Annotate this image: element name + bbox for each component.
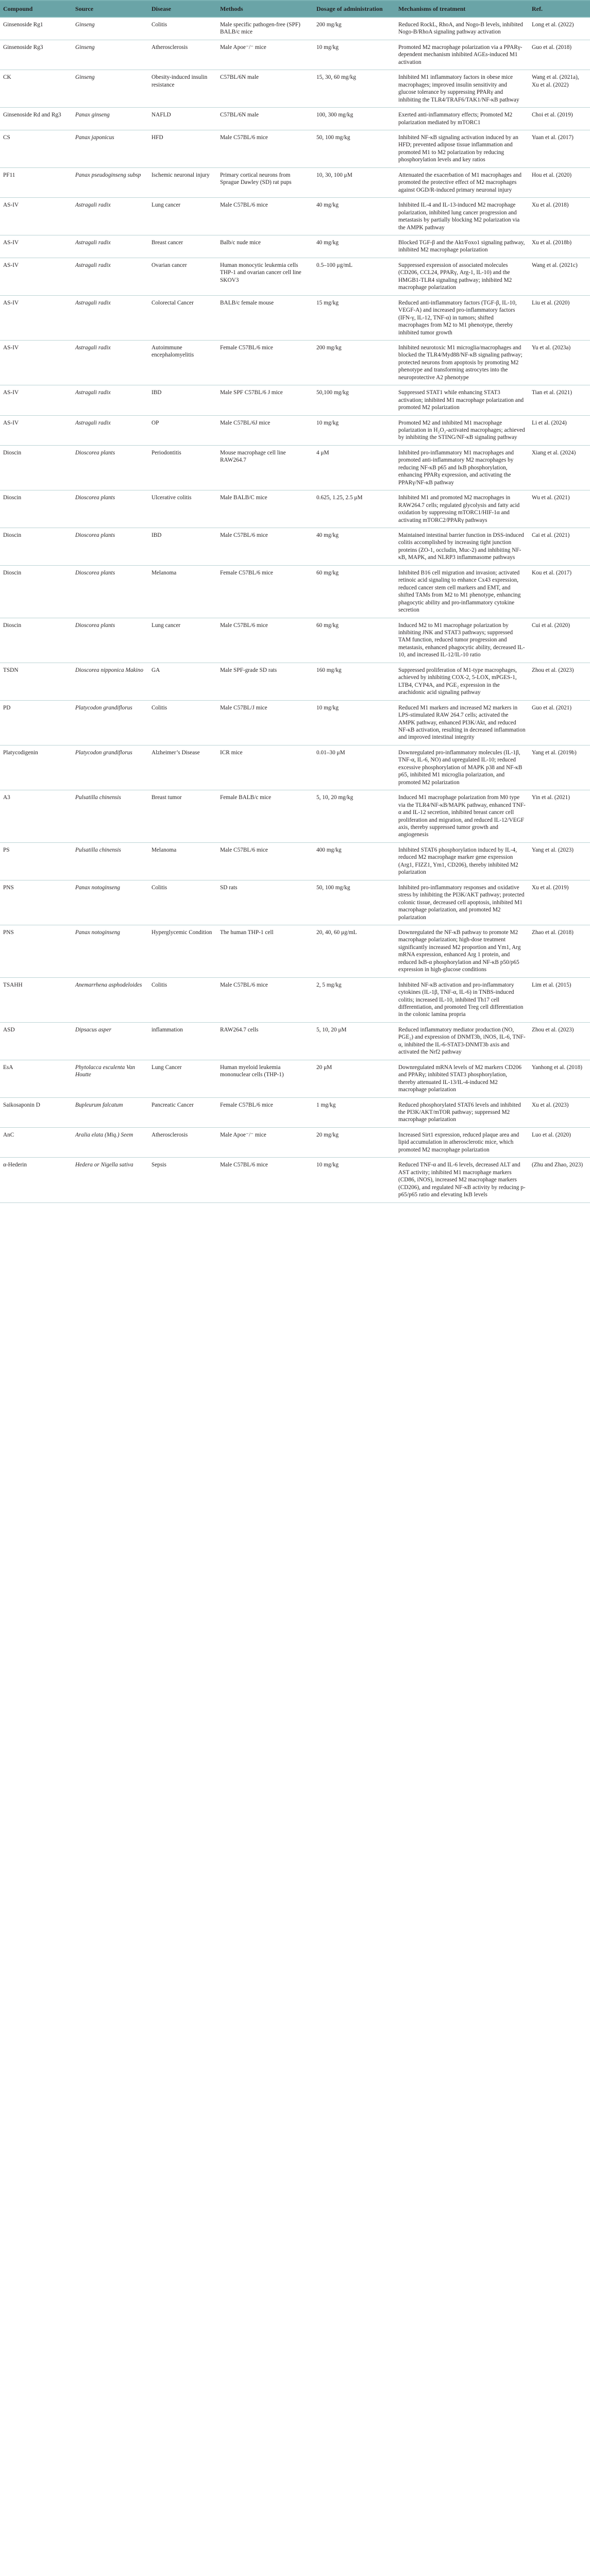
cell-methods: Balb/c nude mice xyxy=(217,235,313,258)
cell-disease: Atherosclerosis xyxy=(148,1127,217,1157)
cell-compound: AS-IV xyxy=(0,295,72,340)
cell-mechanism: Reduced anti-inflammatory factors (TGF-β, IL-10, VEGF-A) and increased pro-inflammatory factors (IFN-γ, IL-12, TNF-α) in tumors; shifted macrophages from M2 to M1 phenotype, thereby inhibited tumor growth xyxy=(395,295,529,340)
cell-methods: Male C57BL/6 mice xyxy=(217,842,313,880)
cell-dosage: 0.625, 1.25, 2.5 μM xyxy=(313,490,395,528)
cell-disease: Lung cancer xyxy=(148,198,217,235)
cell-mechanism: Downregulated mRNA levels of M2 markers CD206 and PPARγ; inhibited STAT3 phosphorylation, thereby attenuated IL-13/IL-4-induced M2 macrophage polarization xyxy=(395,1060,529,1097)
cell-compound: PS xyxy=(0,842,72,880)
cell-source: Dioscorea nipponica Makino xyxy=(72,663,148,700)
table-row xyxy=(0,1097,590,1127)
cell-source: Panax pseudoginseng subsp xyxy=(72,167,148,197)
table-row xyxy=(0,1127,590,1157)
cell-ref: Xu et al. (2018) xyxy=(529,198,590,235)
cell-mechanism: Inhibited M1 and promoted M2 macrophages in RAW264.7 cells; regulated glycolysis and fatty acid oxidation by suppressing mTORC1/HIF-1α and activating mTORC2/PPARγ pathways xyxy=(395,490,529,528)
cell-ref: Choi et al. (2019) xyxy=(529,108,590,130)
cell-disease: Ovarian cancer xyxy=(148,258,217,295)
cell-disease: Colitis xyxy=(148,977,217,1022)
cell-mechanism: Inhibited B16 cell migration and invasion; activated retinoic acid signaling to enhance Cx43 expression, reduced cancer stem cell markers and EMT, and shifted TAMs from M2 to M1 phenotype, enhancing phagocytic ability and pro-inflammatory cytokine secretion xyxy=(395,565,529,618)
cell-mechanism: Exerted anti-inflammatory effects; Promoted M2 polarization mediated by mTORC1 xyxy=(395,108,529,130)
table-row xyxy=(0,618,590,663)
cell-dosage: 0.5–100 μg/mL xyxy=(313,258,395,295)
cell-dosage: 40 mg/kg xyxy=(313,528,395,566)
cell-dosage: 10 mg/kg xyxy=(313,1158,395,1202)
cell-dosage: 40 mg/kg xyxy=(313,235,395,258)
cell-methods: Male C57BL/6 mice xyxy=(217,198,313,235)
cell-ref: Xiang et al. (2024) xyxy=(529,445,590,490)
cell-disease: Sepsis xyxy=(148,1158,217,1202)
cell-ref: Guo et al. (2021) xyxy=(529,700,590,745)
table-row xyxy=(0,880,590,925)
cell-disease: Ulcerative colitis xyxy=(148,490,217,528)
cell-dosage: 40 mg/kg xyxy=(313,198,395,235)
cell-dosage: 10 mg/kg xyxy=(313,700,395,745)
header-row xyxy=(0,1,590,17)
cell-methods: Male SPF-grade SD rats xyxy=(217,663,313,700)
table-row xyxy=(0,977,590,1022)
cell-methods: Male SPF C57BL/6 J mice xyxy=(217,385,313,415)
cell-dosage: 60 mg/kg xyxy=(313,618,395,663)
cell-compound: Ginsenoside Rg1 xyxy=(0,17,72,40)
table-row xyxy=(0,700,590,745)
cell-dosage: 2, 5 mg/kg xyxy=(313,977,395,1022)
cell-mechanism: Inhibited NF-κB activation and pro-inflammatory cytokines (IL-1β, TNF-α, IL-6) in TNBS-induced colitis; increased IL-10, inhibited Th17 cell differentiation, and promoted Treg cell differentiation in the colonic lamina propria xyxy=(395,977,529,1022)
cell-mechanism: Downregulated pro-inflammatory molecules (IL-1β, TNF-α, IL-6, NO) and upregulated IL-10; reduced excessive phosphorylation of MAPK p38 and NF-κB p65, inhibited M1 microglia polarization, and promoted M2 polarization xyxy=(395,745,529,790)
table-row xyxy=(0,528,590,566)
cell-ref: Xu et al. (2023) xyxy=(529,1097,590,1127)
cell-ref: Long et al. (2022) xyxy=(529,17,590,40)
table-row xyxy=(0,167,590,197)
cell-disease: Ischemic neuronal injury xyxy=(148,167,217,197)
cell-disease: Melanoma xyxy=(148,842,217,880)
cell-source: Hedera or Nigella sativa xyxy=(72,1158,148,1202)
table-row xyxy=(0,1022,590,1060)
cell-source: Astragali radix xyxy=(72,198,148,235)
cell-dosage: 10, 30, 100 μM xyxy=(313,167,395,197)
cell-dosage: 20 mg/kg xyxy=(313,1127,395,1157)
cell-mechanism: Downregulated the NF-κB pathway to promote M2 macrophage polarization; high-dose treatment significantly increased M2 proportion and Ym1, Arg mRNA expression, enhanced Arg 1 protein, and reduced IκB-α phosphorylation and NF-κB p50/p65 expression in high-glucose conditions xyxy=(395,925,529,977)
table-row xyxy=(0,295,590,340)
cell-mechanism: Promoted M2 macrophage polarization via a PPARγ-dependent mechanism inhibited AGEs-induced M1 activation xyxy=(395,40,529,70)
col-header-source: Source xyxy=(72,1,148,17)
cell-ref: Zhou et al. (2023) xyxy=(529,663,590,700)
cell-dosage: 10 mg/kg xyxy=(313,40,395,70)
cell-ref: Cai et al. (2021) xyxy=(529,528,590,566)
cell-disease: Breast tumor xyxy=(148,790,217,843)
cell-source: Bupleurum falcatum xyxy=(72,1097,148,1127)
cell-source: Phytolacca esculenta Van Houtte xyxy=(72,1060,148,1097)
cell-dosage: 50,100 mg/kg xyxy=(313,385,395,415)
cell-mechanism: Reduced TNF-α and IL-6 levels, decreased ALT and AST activity; inhibited M1 macrophage markers (CD86, iNOS), increased M2 macrophage markers (CD206), and regulated NF-κB activity by reducing p-p65/p65 ratio and elevating IκB levels xyxy=(395,1158,529,1202)
cell-mechanism: Inhibited pro-inflammatory M1 macrophages and promoted anti-inflammatory M2 macrophages by reducing NF-κB p65 and IκB phosphorylation, enhancing PPARγ expression, and activating the PPARγ/NF-κB pathway xyxy=(395,445,529,490)
cell-ref: Wu et al. (2021) xyxy=(529,490,590,528)
cell-ref: Guo et al. (2018) xyxy=(529,40,590,70)
table-row xyxy=(0,842,590,880)
cell-mechanism: Suppressed expression of associated molecules (CD206, CCL24, PPARγ, Arg-1, IL-10) and the HMGB1-TLR4 signaling pathway; inhibited M2 macrophage polarization xyxy=(395,258,529,295)
cell-mechanism: Inhibited M1 inflammatory factors in obese mice macrophages; improved insulin sensitivity and glucose tolerance by suppressing PPARγ and inhibiting the TLR4/TRAF6/TAK1/NF-κB pathway xyxy=(395,70,529,108)
cell-methods: BALB/c female mouse xyxy=(217,295,313,340)
cell-ref: (Zhu and Zhao, 2023) xyxy=(529,1158,590,1202)
col-header-disease: Disease xyxy=(148,1,217,17)
col-header-ref: Ref. xyxy=(529,1,590,17)
cell-mechanism: Induced M1 macrophage polarization from M0 type via the TLR4/NF-κB/MAPK pathway, enhanced TNF-α and IL-12 secretion, inhibited breast cancer cell proliferation and migration, and reduced IL-12/VEGF axis, thereby suppressed tumor growth and angiogenesis xyxy=(395,790,529,843)
table-row xyxy=(0,663,590,700)
table-row xyxy=(0,17,590,40)
cell-source: Ginseng xyxy=(72,40,148,70)
cell-methods: Female C57BL/6 mice xyxy=(217,1097,313,1127)
cell-methods: Male specific pathogen-free (SPF) BALB/c mice xyxy=(217,17,313,40)
table-row xyxy=(0,925,590,977)
cell-ref: Wang et al. (2021c) xyxy=(529,258,590,295)
cell-methods: Human monocytic leukemia cells THP-1 and ovarian cancer cell line SKOV3 xyxy=(217,258,313,295)
cell-mechanism: Inhibited STAT6 phosphorylation induced by IL-4, reduced M2 macrophage marker gene expression (Arg1, FIZZ1, Ym1, CD206), thereby inhibited M2 polarization xyxy=(395,842,529,880)
cell-compound: α-Hederin xyxy=(0,1158,72,1202)
cell-source: Pulsatilla chinensis xyxy=(72,790,148,843)
cell-ref: Zhou et al. (2023) xyxy=(529,1022,590,1060)
cell-source: Ginseng xyxy=(72,70,148,108)
cell-dosage: 400 mg/kg xyxy=(313,842,395,880)
cell-mechanism: Reduced M1 markers and increased M2 markers in LPS-stimulated RAW 264.7 cells; activated the AMPK pathway, enhanced PI3K/Akt, and reduced NF-κB activation, resulting in decreased inflammation and improved intestinal integrity xyxy=(395,700,529,745)
cell-dosage: 5, 10, 20 mg/kg xyxy=(313,790,395,843)
table-row xyxy=(0,790,590,843)
cell-compound: AS-IV xyxy=(0,258,72,295)
cell-dosage: 10 mg/kg xyxy=(313,415,395,445)
table-row xyxy=(0,198,590,235)
table-row xyxy=(0,385,590,415)
cell-compound: Ginsenoside Rg3 xyxy=(0,40,72,70)
cell-source: Pulsatilla chinensis xyxy=(72,842,148,880)
table-row xyxy=(0,130,590,167)
cell-disease: Obesity-induced insulin resistance xyxy=(148,70,217,108)
cell-source: Panax notoginseng xyxy=(72,925,148,977)
cell-dosage: 160 mg/kg xyxy=(313,663,395,700)
cell-disease: Alzheimer’s Disease xyxy=(148,745,217,790)
cell-disease: Autoimmune encephalomyelitis xyxy=(148,340,217,385)
table-header xyxy=(0,1,590,17)
cell-methods: Male C57BL/6 mice xyxy=(217,528,313,566)
cell-compound: AnC xyxy=(0,1127,72,1157)
cell-compound: CS xyxy=(0,130,72,167)
cell-methods: Male C57BL/J mice xyxy=(217,700,313,745)
cell-ref: Li et al. (2024) xyxy=(529,415,590,445)
cell-compound: AS-IV xyxy=(0,340,72,385)
cell-source: Dioscorea plants xyxy=(72,565,148,618)
table-row xyxy=(0,40,590,70)
cell-methods: Mouse macrophage cell line RAW264.7 xyxy=(217,445,313,490)
cell-compound: Dioscin xyxy=(0,565,72,618)
cell-compound: A3 xyxy=(0,790,72,843)
cell-dosage: 200 mg/kg xyxy=(313,340,395,385)
cell-ref: Yanhong et al. (2018) xyxy=(529,1060,590,1097)
cell-source: Dioscorea plants xyxy=(72,445,148,490)
cell-mechanism: Promoted M2 and inhibited M1 macrophage polarization in H₂O₂-activated macrophages; achieved by inhibiting the STING/NF-κB signaling pathway xyxy=(395,415,529,445)
table-row xyxy=(0,565,590,618)
cell-dosage: 5, 10, 20 μM xyxy=(313,1022,395,1060)
col-header-compound: Compound xyxy=(0,1,72,17)
cell-disease: Colitis xyxy=(148,17,217,40)
col-header-mechanism: Mechanisms of treatment xyxy=(395,1,529,17)
cell-mechanism: Reduced phosphorylated STAT6 levels and inhibited the PI3K/AKT/mTOR pathway; suppressed M2 macrophage polarization xyxy=(395,1097,529,1127)
cell-disease: Colitis xyxy=(148,880,217,925)
cell-ref: Liu et al. (2020) xyxy=(529,295,590,340)
cell-source: Astragali radix xyxy=(72,385,148,415)
cell-methods: Male C57BL/6 mice xyxy=(217,130,313,167)
cell-source: Platycodon grandiflorus xyxy=(72,700,148,745)
cell-compound: Dioscin xyxy=(0,445,72,490)
cell-mechanism: Blocked TGF-β and the Akt/Foxo1 signaling pathway, inhibited M2 macrophage polarization xyxy=(395,235,529,258)
cell-methods: SD rats xyxy=(217,880,313,925)
cell-source: Astragali radix xyxy=(72,235,148,258)
cell-ref: Lim et al. (2015) xyxy=(529,977,590,1022)
cell-disease: Colitis xyxy=(148,700,217,745)
cell-disease: Lung cancer xyxy=(148,618,217,663)
cell-dosage: 4 μM xyxy=(313,445,395,490)
cell-mechanism: Inhibited neurotoxic M1 microglia/macrophages and blocked the TLR4/Myd88/NF-κB signaling pathway; protected neurons from apoptosis by promoting M2 phenotype and transforming astrocytes into the neuroprotective A2 phenotype xyxy=(395,340,529,385)
cell-disease: Melanoma xyxy=(148,565,217,618)
cell-disease: Lung Cancer xyxy=(148,1060,217,1097)
cell-ref: Yang et al. (2023) xyxy=(529,842,590,880)
table-row xyxy=(0,445,590,490)
cell-disease: NAFLD xyxy=(148,108,217,130)
cell-source: Astragali radix xyxy=(72,295,148,340)
cell-methods: Male C57BL/6 mice xyxy=(217,1158,313,1202)
table-row xyxy=(0,415,590,445)
cell-ref: Yang et al. (2019b) xyxy=(529,745,590,790)
cell-compound: Platycodigenin xyxy=(0,745,72,790)
cell-ref: Cui et al. (2020) xyxy=(529,618,590,663)
cell-compound: Dioscin xyxy=(0,490,72,528)
cell-compound: PF11 xyxy=(0,167,72,197)
table-row xyxy=(0,1060,590,1097)
cell-mechanism: Inhibited NF-κB signaling activation induced by an HFD; prevented adipose tissue inflammation and promoted M1 to M2 polarization by reducing phosphorylation levels and key ratios xyxy=(395,130,529,167)
cell-ref: Hou et al. (2020) xyxy=(529,167,590,197)
cell-mechanism: Induced M2 to M1 macrophage polarization by inhibiting JNK and STAT3 pathways; suppressed TAM function, reduced tumor progression and metastasis, enhanced phagocytic ability, decreased IL-10, and increased IL-12/IL-10 ratio xyxy=(395,618,529,663)
cell-dosage: 50, 100 mg/kg xyxy=(313,130,395,167)
cell-compound: PD xyxy=(0,700,72,745)
cell-methods: ICR mice xyxy=(217,745,313,790)
cell-disease: Breast cancer xyxy=(148,235,217,258)
cell-compound: AS-IV xyxy=(0,235,72,258)
cell-compound: AS-IV xyxy=(0,415,72,445)
table-row xyxy=(0,70,590,108)
cell-methods: Male Apoe⁻/⁻ mice xyxy=(217,40,313,70)
cell-mechanism: Inhibited pro-inflammatory responses and oxidative stress by inhibiting the PI3K/AKT pathway; protected colonic tissue, decreased cell apoptosis, inhibited M1 macrophage polarization, and promoted M2 polarization xyxy=(395,880,529,925)
cell-methods: Human myeloid leukemia mononuclear cells (THP-1) xyxy=(217,1060,313,1097)
cell-ref: Tian et al. (2021) xyxy=(529,385,590,415)
cell-source: Astragali radix xyxy=(72,415,148,445)
cell-mechanism: Inhibited IL-4 and IL-13-induced M2 macrophage polarization, inhibited lung cancer progression and metastasis by partially blocking M2 polarization via the AMPK pathway xyxy=(395,198,529,235)
table-row xyxy=(0,340,590,385)
cell-methods: Male C57BL/6 mice xyxy=(217,618,313,663)
cell-disease: IBD xyxy=(148,528,217,566)
cell-ref: Yuan et al. (2017) xyxy=(529,130,590,167)
table-row xyxy=(0,258,590,295)
cell-compound: Ginsenoside Rd and Rg3 xyxy=(0,108,72,130)
cell-source: Dipsacus asper xyxy=(72,1022,148,1060)
cell-ref: Yin et al. (2021) xyxy=(529,790,590,843)
cell-methods: Male Apoe⁻/⁻ mice xyxy=(217,1127,313,1157)
cell-compound: EsA xyxy=(0,1060,72,1097)
table-row xyxy=(0,1158,590,1202)
cell-ref: Kou et al. (2017) xyxy=(529,565,590,618)
cell-compound: AS-IV xyxy=(0,198,72,235)
cell-dosage: 60 mg/kg xyxy=(313,565,395,618)
cell-dosage: 50, 100 mg/kg xyxy=(313,880,395,925)
cell-source: Dioscorea plants xyxy=(72,528,148,566)
cell-source: Aralia elata (Miq.) Seem xyxy=(72,1127,148,1157)
saponin-macrophage-table xyxy=(0,0,590,1203)
cell-mechanism: Reduced RockL, RhoA, and Nogo-B levels, inhibited Nogo-B/RhoA signaling pathway activation xyxy=(395,17,529,40)
cell-compound: TSAHH xyxy=(0,977,72,1022)
cell-disease: Hyperglycemic Condition xyxy=(148,925,217,977)
cell-source: Astragali radix xyxy=(72,340,148,385)
cell-source: Panax japonicus xyxy=(72,130,148,167)
cell-methods: C57BL/6N male xyxy=(217,108,313,130)
cell-methods: Primary cortical neurons from Sprague Dawley (SD) rat pups xyxy=(217,167,313,197)
cell-disease: HFD xyxy=(148,130,217,167)
cell-compound: Dioscin xyxy=(0,528,72,566)
cell-methods: The human THP-1 cell xyxy=(217,925,313,977)
cell-source: Anemarrhena asphodeloides xyxy=(72,977,148,1022)
cell-methods: Male BALB/C mice xyxy=(217,490,313,528)
cell-methods: Female C57BL/6 mice xyxy=(217,340,313,385)
cell-compound: PNS xyxy=(0,925,72,977)
cell-source: Dioscorea plants xyxy=(72,618,148,663)
cell-disease: GA xyxy=(148,663,217,700)
cell-dosage: 100, 300 mg/kg xyxy=(313,108,395,130)
col-header-methods: Methods xyxy=(217,1,313,17)
cell-disease: OP xyxy=(148,415,217,445)
cell-disease: Pancreatic Cancer xyxy=(148,1097,217,1127)
table-body xyxy=(0,17,590,1202)
table-row xyxy=(0,108,590,130)
cell-compound: PNS xyxy=(0,880,72,925)
cell-source: Astragali radix xyxy=(72,258,148,295)
cell-source: Platycodon grandiflorus xyxy=(72,745,148,790)
cell-mechanism: Increased Sirt1 expression, reduced plaque area and lipid accumulation in atherosclerotic mice, which promoted M2 macrophage polarization xyxy=(395,1127,529,1157)
cell-compound: CK xyxy=(0,70,72,108)
cell-mechanism: Attenuated the exacerbation of M1 macrophages and promoted the protective effect of M2 macrophages against OGD/R-induced primary neuronal injury xyxy=(395,167,529,197)
cell-methods: C57BL/6N male xyxy=(217,70,313,108)
cell-ref: Yu et al. (2023a) xyxy=(529,340,590,385)
cell-disease: Atherosclerosis xyxy=(148,40,217,70)
cell-methods: Female C57BL/6 mice xyxy=(217,565,313,618)
cell-source: Panax ginseng xyxy=(72,108,148,130)
cell-compound: TSDN xyxy=(0,663,72,700)
cell-compound: ASD xyxy=(0,1022,72,1060)
cell-dosage: 20, 40, 60 μg/mL xyxy=(313,925,395,977)
cell-disease: IBD xyxy=(148,385,217,415)
cell-methods: Male C57BL/6 mice xyxy=(217,977,313,1022)
cell-disease: inflammation xyxy=(148,1022,217,1060)
cell-compound: Saikosaponin D xyxy=(0,1097,72,1127)
cell-dosage: 0.01–30 μM xyxy=(313,745,395,790)
cell-ref: Xu et al. (2019) xyxy=(529,880,590,925)
col-header-dosage: Dosage of administration xyxy=(313,1,395,17)
cell-disease: Colorectal Cancer xyxy=(148,295,217,340)
cell-ref: Luo et al. (2020) xyxy=(529,1127,590,1157)
cell-ref: Zhao et al. (2018) xyxy=(529,925,590,977)
cell-methods: RAW264.7 cells xyxy=(217,1022,313,1060)
table-row xyxy=(0,235,590,258)
cell-dosage: 15 mg/kg xyxy=(313,295,395,340)
cell-source: Panax notoginseng xyxy=(72,880,148,925)
table-row xyxy=(0,745,590,790)
cell-dosage: 20 μM xyxy=(313,1060,395,1097)
cell-mechanism: Reduced inflammatory mediator production (NO, PGE₂) and expression of DNMT3b, iNOS, IL-6, TNF-α, inhibited the IL-6-STAT3-DNMT3b axis and activated the Nrf2 pathway xyxy=(395,1022,529,1060)
cell-methods: Female BALB/c mice xyxy=(217,790,313,843)
cell-source: Dioscorea plants xyxy=(72,490,148,528)
cell-compound: Dioscin xyxy=(0,618,72,663)
cell-mechanism: Suppressed proliferation of M1-type macrophages, achieved by inhibiting COX-2, 5-LOX, mPGES-1, LTB4, CYP4A, and PGE₂ expression in the arachidonic acid signaling pathway xyxy=(395,663,529,700)
cell-methods: Male C57BL/6J mice xyxy=(217,415,313,445)
cell-ref: Wang et al. (2021a), Xu et al. (2022) xyxy=(529,70,590,108)
cell-ref: Xu et al. (2018b) xyxy=(529,235,590,258)
cell-disease: Periodontitis xyxy=(148,445,217,490)
cell-compound: AS-IV xyxy=(0,385,72,415)
cell-dosage: 200 mg/kg xyxy=(313,17,395,40)
cell-mechanism: Maintained intestinal barrier function in DSS-induced colitis accomplished by increasing tight junction proteins (ZO-1, occludin, Muc-2) and inhibiting NF-κB, MAPK, and NLRP3 inflammasome pathways xyxy=(395,528,529,566)
cell-mechanism: Suppressed STAT1 while enhancing STAT3 activation; inhibited M1 macrophage polarization and promoted M2 polarization xyxy=(395,385,529,415)
table-row xyxy=(0,490,590,528)
cell-source: Ginseng xyxy=(72,17,148,40)
cell-dosage: 1 mg/kg xyxy=(313,1097,395,1127)
cell-dosage: 15, 30, 60 mg/kg xyxy=(313,70,395,108)
